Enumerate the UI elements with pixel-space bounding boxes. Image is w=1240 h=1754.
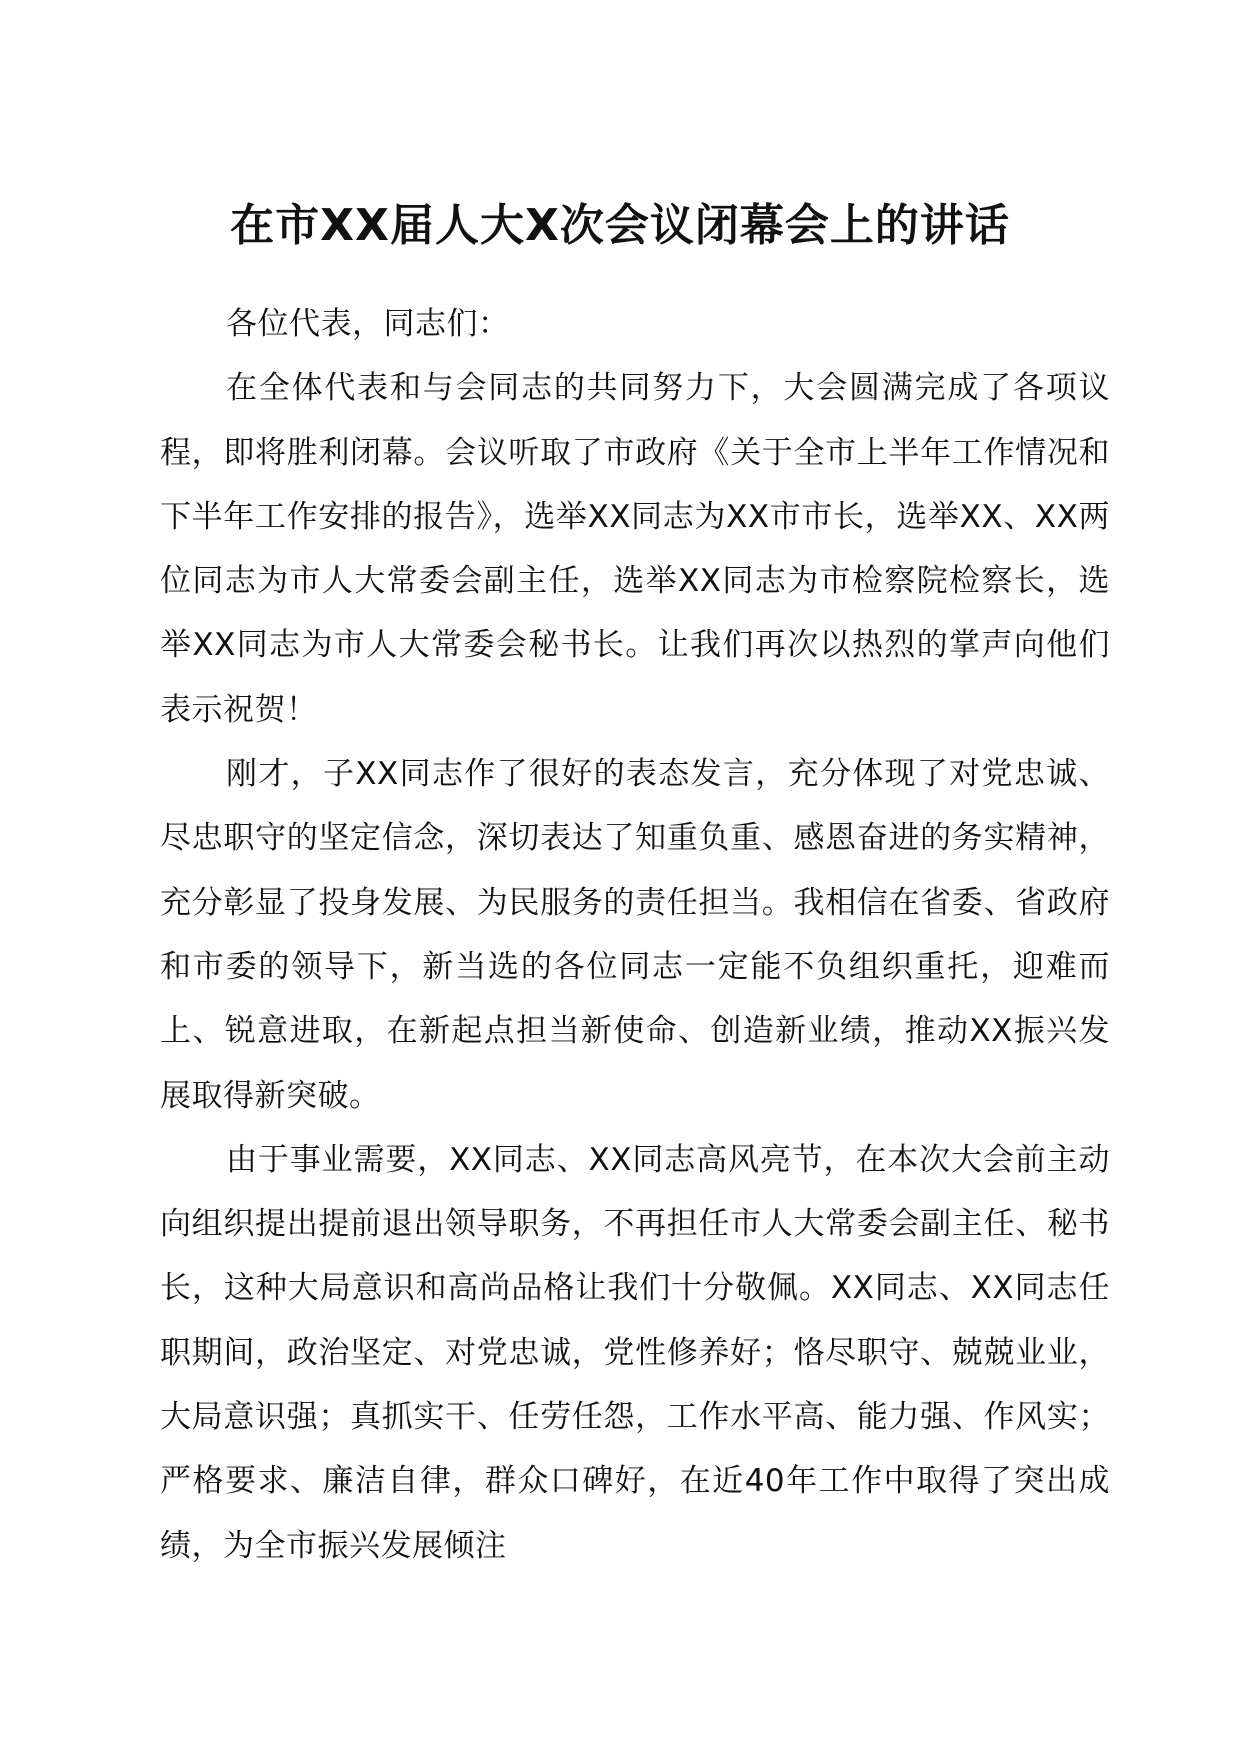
- body-paragraph: 在全体代表和与会同志的共同努力下，大会圆满完成了各项议程，即将胜利闭幕。会议听取了市政府《关于全市上半年工作情况和下半年工作安排的报告》，选举XX同志为XX市市长，选举XX、XX两位同志为市人大常委会副主任，选举XX同志为市检察院检察长，选举XX同志为市人大常委会秘书长。让我们再次以热烈的掌声向他们表示祝贺！: [160, 370, 1110, 728]
- salutation-paragraph: 各位代表，同志们：: [226, 306, 510, 342]
- document-body: [160, 292, 1110, 1578]
- body-paragraph: 刚才，子XX同志作了很好的表态发言，充分体现了对党忠诚、尽忠职守的坚定信念，深切表达了知重负重、感恩奋进的务实精神，充分彰显了投身发展、为民服务的责任担当。我相信在省委、省政府和市委的领导下，新当选的各位同志一定能不负组织重托，迎难而上、锐意进取，在新起点担当新使命、创造新业绩，推动XX振兴发展取得新突破。: [160, 756, 1110, 1114]
- document-title: 在市XX届人大X次会议闭幕会上的讲话: [230, 200, 1010, 251]
- body-paragraph: 由于事业需要，XX同志、XX同志高风亮节，在本次大会前主动向组织提出提前退出领导职务，不再担任市人大常委会副主任、秘书长，这种大局意识和高尚品格让我们十分敬佩。XX同志、XX同志任职期间，政治坚定、对党忠诚，党性修养好；恪尽职守、兢兢业业，大局意识强；真抓实干、任劳任怨，工作水平高、能力强、作风实；严格要求、廉洁自律，群众口碑好，在近40年工作中取得了突出成绩，为全市振兴发展倾注: [160, 1141, 1110, 1564]
